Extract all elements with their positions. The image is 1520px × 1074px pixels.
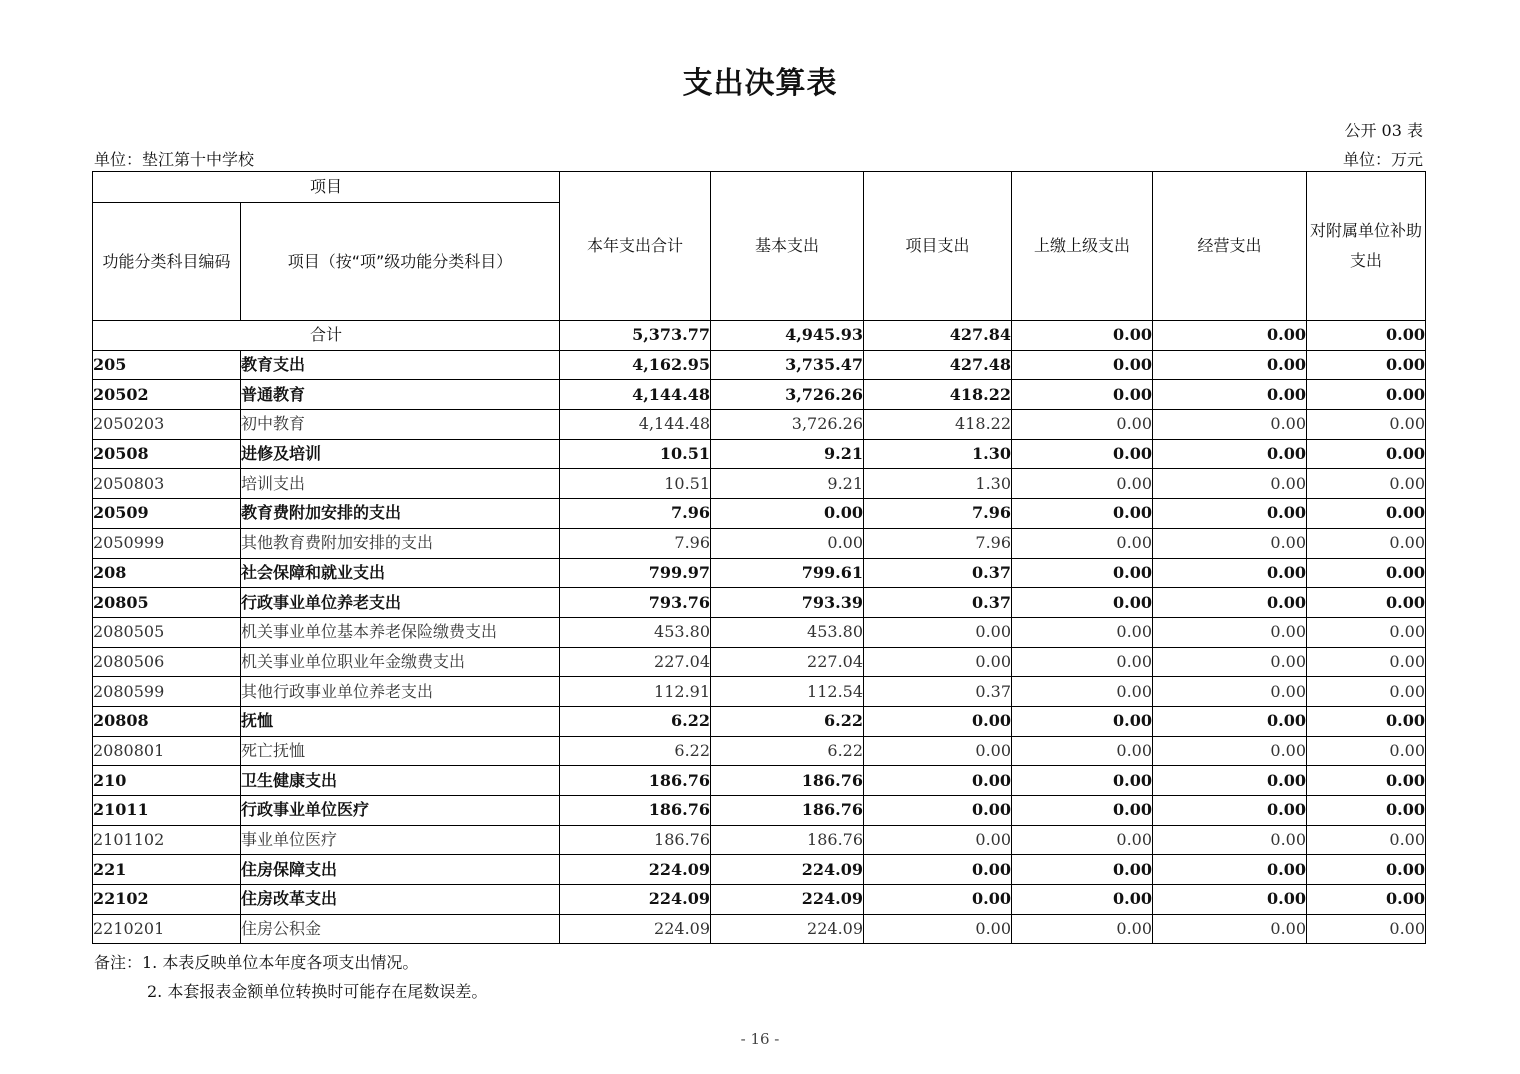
basic-cell: 186.76 — [711, 796, 864, 826]
total-cell: 5,373.77 — [560, 321, 711, 351]
name-cell: 其他行政事业单位养老支出 — [241, 677, 560, 707]
upper-cell: 0.00 — [1012, 558, 1153, 588]
name-cell: 社会保障和就业支出 — [241, 558, 560, 588]
subsidy-cell: 0.00 — [1307, 439, 1426, 469]
code-cell: 20509 — [93, 499, 241, 529]
total-cell: 10.51 — [560, 469, 711, 499]
note-1: 备注：1. 本表反映单位本年度各项支出情况。 — [94, 953, 419, 972]
upper-cell: 0.00 — [1012, 350, 1153, 380]
upper-cell: 0.00 — [1012, 885, 1153, 915]
reporting-unit: 单位：垫江第十中学校 — [94, 150, 255, 169]
code-cell: 2101102 — [93, 825, 241, 855]
name-cell: 教育支出 — [241, 350, 560, 380]
expenditure-table — [92, 171, 1426, 944]
business-cell: 0.00 — [1153, 321, 1307, 351]
basic-cell: 3,726.26 — [711, 380, 864, 410]
header-name: 项目（按“项”级功能分类科目） — [241, 203, 560, 321]
business-cell: 0.00 — [1153, 410, 1307, 440]
total-cell: 6.22 — [560, 736, 711, 766]
code-cell: 2050999 — [93, 528, 241, 558]
table-row — [93, 617, 1426, 647]
header-project-group: 项目 — [93, 172, 560, 203]
subsidy-cell: 0.00 — [1307, 736, 1426, 766]
total-cell: 4,144.48 — [560, 380, 711, 410]
name-cell: 卫生健康支出 — [241, 766, 560, 796]
basic-cell: 0.00 — [711, 528, 864, 558]
name-cell: 教育费附加安排的支出 — [241, 499, 560, 529]
name-cell: 进修及培训 — [241, 439, 560, 469]
code-cell: 2080506 — [93, 647, 241, 677]
code-cell: 2080505 — [93, 617, 241, 647]
basic-cell: 793.39 — [711, 588, 864, 618]
business-cell: 0.00 — [1153, 766, 1307, 796]
upper-cell: 0.00 — [1012, 499, 1153, 529]
code-cell: 221 — [93, 855, 241, 885]
header-project: 项目支出 — [864, 172, 1012, 321]
subsidy-cell: 0.00 — [1307, 558, 1426, 588]
code-cell: 210 — [93, 766, 241, 796]
basic-cell: 186.76 — [711, 825, 864, 855]
subsidy-cell: 0.00 — [1307, 914, 1426, 944]
subsidy-cell: 0.00 — [1307, 796, 1426, 826]
basic-cell: 224.09 — [711, 914, 864, 944]
subsidy-cell: 0.00 — [1307, 885, 1426, 915]
basic-cell: 3,726.26 — [711, 410, 864, 440]
project-cell: 1.30 — [864, 469, 1012, 499]
basic-cell: 0.00 — [711, 499, 864, 529]
business-cell: 0.00 — [1153, 825, 1307, 855]
form-number: 公开 03 表 — [1344, 121, 1423, 140]
table-row — [93, 350, 1426, 380]
business-cell: 0.00 — [1153, 796, 1307, 826]
code-cell: 21011 — [93, 796, 241, 826]
note-2: 2. 本套报表金额单位转换时可能存在尾数误差。 — [147, 982, 488, 1001]
table-row — [93, 706, 1426, 736]
table-row — [93, 380, 1426, 410]
subsidy-cell: 0.00 — [1307, 350, 1426, 380]
header-code: 功能分类科目编码 — [93, 203, 241, 321]
name-cell: 住房保障支出 — [241, 855, 560, 885]
table-row — [93, 885, 1426, 915]
subsidy-cell: 0.00 — [1307, 706, 1426, 736]
table-body — [93, 321, 1426, 944]
header-upper: 上缴上级支出 — [1012, 172, 1153, 321]
business-cell: 0.00 — [1153, 588, 1307, 618]
page-number: - 16 - — [740, 1030, 780, 1048]
subsidy-cell: 0.00 — [1307, 410, 1426, 440]
code-cell: 20502 — [93, 380, 241, 410]
upper-cell: 0.00 — [1012, 855, 1153, 885]
total-cell: 186.76 — [560, 766, 711, 796]
project-cell: 427.84 — [864, 321, 1012, 351]
subsidy-cell: 0.00 — [1307, 825, 1426, 855]
business-cell: 0.00 — [1153, 885, 1307, 915]
business-cell: 0.00 — [1153, 677, 1307, 707]
header-subsidy: 对附属单位补助支出 — [1307, 172, 1426, 321]
upper-cell: 0.00 — [1012, 677, 1153, 707]
name-cell: 行政事业单位医疗 — [241, 796, 560, 826]
upper-cell: 0.00 — [1012, 469, 1153, 499]
business-cell: 0.00 — [1153, 706, 1307, 736]
upper-cell: 0.00 — [1012, 321, 1153, 351]
total-cell: 224.09 — [560, 855, 711, 885]
business-cell: 0.00 — [1153, 469, 1307, 499]
name-cell: 其他教育费附加安排的支出 — [241, 528, 560, 558]
upper-cell: 0.00 — [1012, 647, 1153, 677]
subsidy-cell: 0.00 — [1307, 677, 1426, 707]
business-cell: 0.00 — [1153, 914, 1307, 944]
project-cell: 7.96 — [864, 499, 1012, 529]
basic-cell: 799.61 — [711, 558, 864, 588]
project-cell: 0.00 — [864, 914, 1012, 944]
name-cell: 住房公积金 — [241, 914, 560, 944]
project-cell: 0.00 — [864, 647, 1012, 677]
project-cell: 0.37 — [864, 558, 1012, 588]
subsidy-cell: 0.00 — [1307, 499, 1426, 529]
total-cell: 227.04 — [560, 647, 711, 677]
total-row — [93, 321, 1426, 351]
code-cell: 2080599 — [93, 677, 241, 707]
upper-cell: 0.00 — [1012, 736, 1153, 766]
total-cell: 799.97 — [560, 558, 711, 588]
table-row — [93, 647, 1426, 677]
project-cell: 427.48 — [864, 350, 1012, 380]
subsidy-cell: 0.00 — [1307, 588, 1426, 618]
table-row — [93, 499, 1426, 529]
name-cell: 住房改革支出 — [241, 885, 560, 915]
table-row — [93, 825, 1426, 855]
code-cell: 20508 — [93, 439, 241, 469]
table-row — [93, 439, 1426, 469]
total-cell: 224.09 — [560, 885, 711, 915]
name-cell: 普通教育 — [241, 380, 560, 410]
project-cell: 0.00 — [864, 706, 1012, 736]
subsidy-cell: 0.00 — [1307, 321, 1426, 351]
page-title: 支出决算表 — [682, 66, 838, 101]
total-cell: 186.76 — [560, 825, 711, 855]
name-cell: 初中教育 — [241, 410, 560, 440]
upper-cell: 0.00 — [1012, 796, 1153, 826]
business-cell: 0.00 — [1153, 617, 1307, 647]
project-cell: 0.00 — [864, 855, 1012, 885]
basic-cell: 9.21 — [711, 469, 864, 499]
project-cell: 0.37 — [864, 677, 1012, 707]
subsidy-cell: 0.00 — [1307, 766, 1426, 796]
table-row — [93, 469, 1426, 499]
basic-cell: 453.80 — [711, 617, 864, 647]
name-cell: 机关事业单位职业年金缴费支出 — [241, 647, 560, 677]
total-label: 合计 — [93, 321, 560, 351]
table-row — [93, 855, 1426, 885]
total-cell: 7.96 — [560, 499, 711, 529]
basic-cell: 6.22 — [711, 706, 864, 736]
upper-cell: 0.00 — [1012, 439, 1153, 469]
project-cell: 0.00 — [864, 796, 1012, 826]
business-cell: 0.00 — [1153, 647, 1307, 677]
upper-cell: 0.00 — [1012, 410, 1153, 440]
code-cell: 2210201 — [93, 914, 241, 944]
project-cell: 0.00 — [864, 825, 1012, 855]
code-cell: 20808 — [93, 706, 241, 736]
name-cell: 死亡抚恤 — [241, 736, 560, 766]
subsidy-cell: 0.00 — [1307, 528, 1426, 558]
header-basic: 基本支出 — [711, 172, 864, 321]
subsidy-cell: 0.00 — [1307, 617, 1426, 647]
basic-cell: 6.22 — [711, 736, 864, 766]
business-cell: 0.00 — [1153, 736, 1307, 766]
code-cell: 205 — [93, 350, 241, 380]
code-cell: 22102 — [93, 885, 241, 915]
upper-cell: 0.00 — [1012, 528, 1153, 558]
basic-cell: 9.21 — [711, 439, 864, 469]
name-cell: 抚恤 — [241, 706, 560, 736]
basic-cell: 224.09 — [711, 885, 864, 915]
project-cell: 0.00 — [864, 617, 1012, 647]
project-cell: 418.22 — [864, 410, 1012, 440]
business-cell: 0.00 — [1153, 528, 1307, 558]
code-cell: 2080801 — [93, 736, 241, 766]
table-row — [93, 766, 1426, 796]
project-cell: 0.00 — [864, 766, 1012, 796]
basic-cell: 112.54 — [711, 677, 864, 707]
basic-cell: 224.09 — [711, 855, 864, 885]
name-cell: 培训支出 — [241, 469, 560, 499]
total-cell: 4,162.95 — [560, 350, 711, 380]
upper-cell: 0.00 — [1012, 380, 1153, 410]
upper-cell: 0.00 — [1012, 706, 1153, 736]
code-cell: 2050803 — [93, 469, 241, 499]
upper-cell: 0.00 — [1012, 617, 1153, 647]
code-cell: 20805 — [93, 588, 241, 618]
table-row — [93, 677, 1426, 707]
total-cell: 10.51 — [560, 439, 711, 469]
notes — [94, 948, 487, 1006]
upper-cell: 0.00 — [1012, 914, 1153, 944]
basic-cell: 186.76 — [711, 766, 864, 796]
total-cell: 186.76 — [560, 796, 711, 826]
table-row — [93, 410, 1426, 440]
table-row — [93, 736, 1426, 766]
header-business: 经营支出 — [1153, 172, 1307, 321]
subsidy-cell: 0.00 — [1307, 855, 1426, 885]
table-row — [93, 796, 1426, 826]
header-total: 本年支出合计 — [560, 172, 711, 321]
name-cell: 事业单位医疗 — [241, 825, 560, 855]
business-cell: 0.00 — [1153, 380, 1307, 410]
name-cell: 机关事业单位基本养老保险缴费支出 — [241, 617, 560, 647]
project-cell: 0.37 — [864, 588, 1012, 618]
upper-cell: 0.00 — [1012, 766, 1153, 796]
total-cell: 6.22 — [560, 706, 711, 736]
project-cell: 418.22 — [864, 380, 1012, 410]
currency-unit: 单位：万元 — [1342, 150, 1423, 169]
subsidy-cell: 0.00 — [1307, 469, 1426, 499]
business-cell: 0.00 — [1153, 350, 1307, 380]
total-cell: 453.80 — [560, 617, 711, 647]
upper-cell: 0.00 — [1012, 588, 1153, 618]
table-row — [93, 588, 1426, 618]
total-cell: 112.91 — [560, 677, 711, 707]
business-cell: 0.00 — [1153, 439, 1307, 469]
total-cell: 793.76 — [560, 588, 711, 618]
code-cell: 2050203 — [93, 410, 241, 440]
name-cell: 行政事业单位养老支出 — [241, 588, 560, 618]
total-cell: 4,144.48 — [560, 410, 711, 440]
project-cell: 7.96 — [864, 528, 1012, 558]
table-row — [93, 558, 1426, 588]
total-cell: 224.09 — [560, 914, 711, 944]
upper-cell: 0.00 — [1012, 825, 1153, 855]
basic-cell: 3,735.47 — [711, 350, 864, 380]
business-cell: 0.00 — [1153, 855, 1307, 885]
basic-cell: 227.04 — [711, 647, 864, 677]
business-cell: 0.00 — [1153, 558, 1307, 588]
business-cell: 0.00 — [1153, 499, 1307, 529]
subsidy-cell: 0.00 — [1307, 647, 1426, 677]
table-row — [93, 914, 1426, 944]
table-row — [93, 528, 1426, 558]
project-cell: 1.30 — [864, 439, 1012, 469]
subsidy-cell: 0.00 — [1307, 380, 1426, 410]
project-cell: 0.00 — [864, 736, 1012, 766]
basic-cell: 4,945.93 — [711, 321, 864, 351]
total-cell: 7.96 — [560, 528, 711, 558]
code-cell: 208 — [93, 558, 241, 588]
project-cell: 0.00 — [864, 885, 1012, 915]
